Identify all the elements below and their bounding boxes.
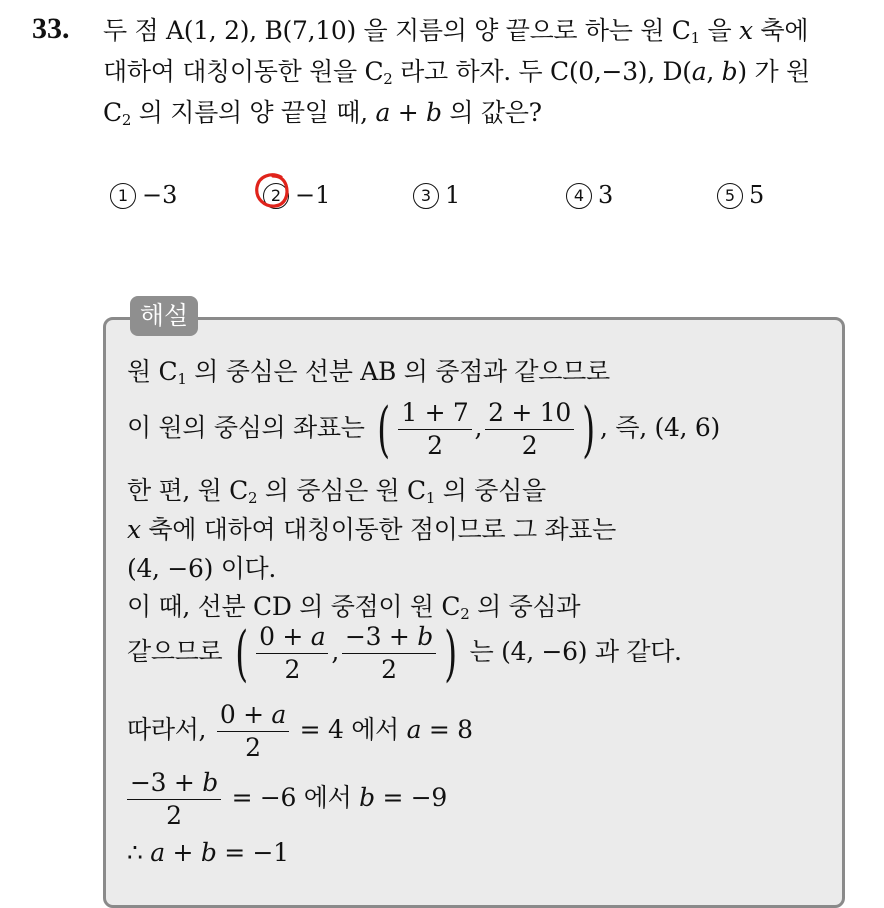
choice-number: 2 (263, 183, 289, 209)
question-number: 33. (32, 12, 70, 45)
choice-1[interactable] (110, 181, 177, 209)
solution-line-3: 한 편, 원 $C_2$ 의 중심은 원 $C_1$ 의 중심을 (127, 476, 546, 507)
choice-4[interactable] (566, 181, 613, 209)
choice-value: 1 (445, 181, 461, 209)
solution-line-5: (4, −6) 이다. (127, 554, 277, 583)
choice-value: 5 (749, 181, 765, 209)
fraction: $\frac{2 + 10}{2}$ (485, 398, 574, 461)
question-text (103, 10, 873, 133)
choice-number: 5 (717, 183, 743, 209)
choice-value: −1 (295, 181, 331, 209)
choice-number: 3 (413, 183, 439, 209)
choice-5[interactable] (717, 181, 764, 209)
choice-number: 4 (566, 183, 592, 209)
choice-value: 3 (598, 181, 614, 209)
fraction: $\frac{-3 + b}{2}$ (342, 622, 436, 685)
solution-line-4: x 축에 대하여 대칭이동한 점이므로 그 좌표는 (127, 515, 616, 544)
solution-line-2: 이 원의 중심의 좌표는 ( $\frac{1 + 7}{2}$ , $\frac{2 + 10}{2}$ ) , 즉, (4, 6) (127, 394, 720, 465)
answer-choices (0, 181, 884, 217)
question-line-3: $C_2$ 의 지름의 양 끝일 때, a + b 의 값은? (103, 98, 542, 129)
choice-number: 1 (110, 183, 136, 209)
choice-3[interactable] (413, 181, 460, 209)
question-line-2: 대하여 대칭이동한 원을 $C_2$ 라고 하자. 두 C(0,−3), D(a, b) 가 원 (103, 57, 810, 88)
solution-line-6: 이 때, 선분 CD 의 중점이 원 $C_2$ 의 중심과 (127, 592, 581, 623)
solution-line-8: 따라서, $\frac{0 + a}{2}$ = 4 에서 a = 8 (127, 700, 473, 762)
fraction: $\frac{0 + a}{2}$ (256, 622, 328, 685)
solution-line-10: ∴ a + b = −1 (127, 838, 289, 867)
choice-value: −3 (142, 181, 178, 209)
solution-line-9: $\frac{-3 + b}{2}$ = −6 에서 b = −9 (127, 768, 447, 831)
answer-circle-mark (253, 171, 291, 211)
solution-tag: 해설 (130, 296, 198, 336)
question-line-1: 두 점 A(1, 2), B(7,10) 을 지름의 양 끝으로 하는 원 $C_1$ 을 x 축에 (103, 16, 809, 47)
fraction: $\frac{-3 + b}{2}$ (127, 768, 221, 831)
solution-line-7: 같으므로 ( $\frac{0 + a}{2}$ , $\frac{-3 + b}{2}$ ) 는 (4, −6) 과 같다. (127, 618, 682, 689)
solution-line-1: 원 $C_1$ 의 중심은 선분 AB 의 중점과 같으므로 (127, 357, 610, 388)
fraction: $\frac{0 + a}{2}$ (217, 700, 289, 763)
fraction: $\frac{1 + 7}{2}$ (398, 398, 471, 461)
